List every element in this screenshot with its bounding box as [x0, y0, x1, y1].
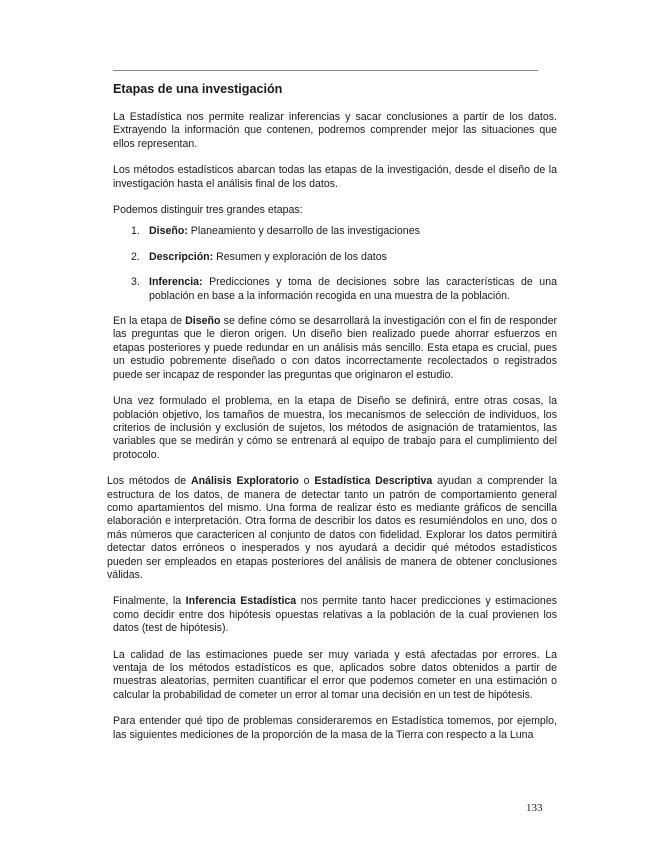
paragraph-diseno: En la etapa de Diseño se define cómo se desarrollará la investigación con el fin de responder las preguntas que le dieron origen. Un diseño bien realizado puede ahorrar esfuerzos en etapas posteriores y puede redundar en un análisis más sencillo. Esta etapa es crucial, pues un estudio pobremente diseñado o con datos incorrectamente recolectados o registrados puede ser incapaz de responder las preguntas que originaron el estudio. [113, 315, 557, 381]
term-inferencia-estadistica: Inferencia Estadística [185, 595, 297, 608]
term-diseno: Diseño [185, 315, 221, 328]
stage-term: Inferencia: [149, 276, 203, 289]
paragraph-methods: Los métodos estadísticos abarcan todas las etapas de la investigación, desde el diseño de la investigación hasta el análisis final de los datos. [113, 164, 557, 190]
stages-list [113, 225, 557, 303]
paragraph-final: Para entender qué tipo de problemas consideraremos en Estadística tomemos, por ejemplo, las siguientes mediciones de la proporción de la masa de la Tierra con respecto a la Luna [113, 715, 557, 741]
paragraph-intro: La Estadística nos permite realizar inferencias y sacar conclusiones a partir de los datos. Extrayendo la información que contenen, podremos comprender mejor las situaciones que ellos representan. [113, 111, 557, 150]
list-item-descripcion [113, 251, 557, 264]
term-estadistica-descriptiva: Estadística Descriptiva [314, 475, 433, 488]
header-rule [113, 70, 538, 71]
stage-description: Resumen y exploración de los datos [213, 250, 387, 263]
paragraph-calidad: La calidad de las estimaciones puede ser muy variada y está afectadas por errores. La ventaja de los métodos estadísticos es que, aplicados sobre datos obtenidos a partir de muestras aleatorias, permiten cuantificar el error que podemos cometer en una estimación o calcular la probabilidad de cometer un error al tomar una decisión en un test de hipótesis. [113, 648, 557, 701]
list-item-inferencia [113, 276, 557, 303]
section-title: Etapas de una investigación [113, 82, 283, 96]
list-number: 2. [131, 250, 140, 263]
paragraph-stages-lead: Podemos distinguir tres grandes etapas: [113, 204, 303, 217]
term-analisis-exploratorio: Análisis Exploratorio [190, 475, 299, 488]
paragraph-formulado: Una vez formulado el problema, en la etapa de Diseño se definirá, entre otras cosas, la población objetivo, los tamaños de muestra, los mecanismos de selección de individuos, los criterios de inclusión y exclusión de sujetos, los métodos de asignación de tratamientos, las variables que se medirán y cómo se entrenará al equipo de trabajo para el cumplimiento del protocolo. [113, 395, 557, 461]
paragraph-exploratorio: Los métodos de Análisis Exploratorio o Estadística Descriptiva ayudan a comprender la estructura de los datos, de manera de detectar tanto un patrón de comportamiento general como apartamientos del mismo. Una forma de realizar ésto es mediante gráficos de sencilla elaboración e interpretación. Otra forma de describir los datos es resumiéndolos en uno, dos o más números que caractericen al conjunto de datos con fidelidad. Explorar los datos permitirá detectar datos erróneos o inesperados y nos ayudará a decidir qué métodos estadísticos pueden ser empleados en etapas posteriores del análisis de manera de obtener conclusiones válidas. [107, 475, 558, 581]
list-item-diseno [113, 225, 557, 238]
stage-term: Descripción: [149, 250, 214, 263]
page-number: 133 [526, 802, 543, 814]
stage-term: Diseño: [149, 225, 188, 238]
paragraph-inferencia: Finalmente, la Inferencia Estadística nos permite tanto hacer predicciones y estimaciones como decidir entre dos hipótesis opuestas relativas a la población de la cual provienen los datos (test de hipótesis). [113, 595, 558, 635]
page-content [107, 82, 558, 755]
list-number: 1. [131, 225, 140, 238]
stage-description: Predicciones y toma de decisiones sobre las características de una población en base a la información recogida en una muestra de la población. [149, 276, 557, 302]
list-number: 3. [131, 276, 140, 289]
stage-description: Planeamiento y desarrollo de las investigaciones [187, 225, 420, 238]
